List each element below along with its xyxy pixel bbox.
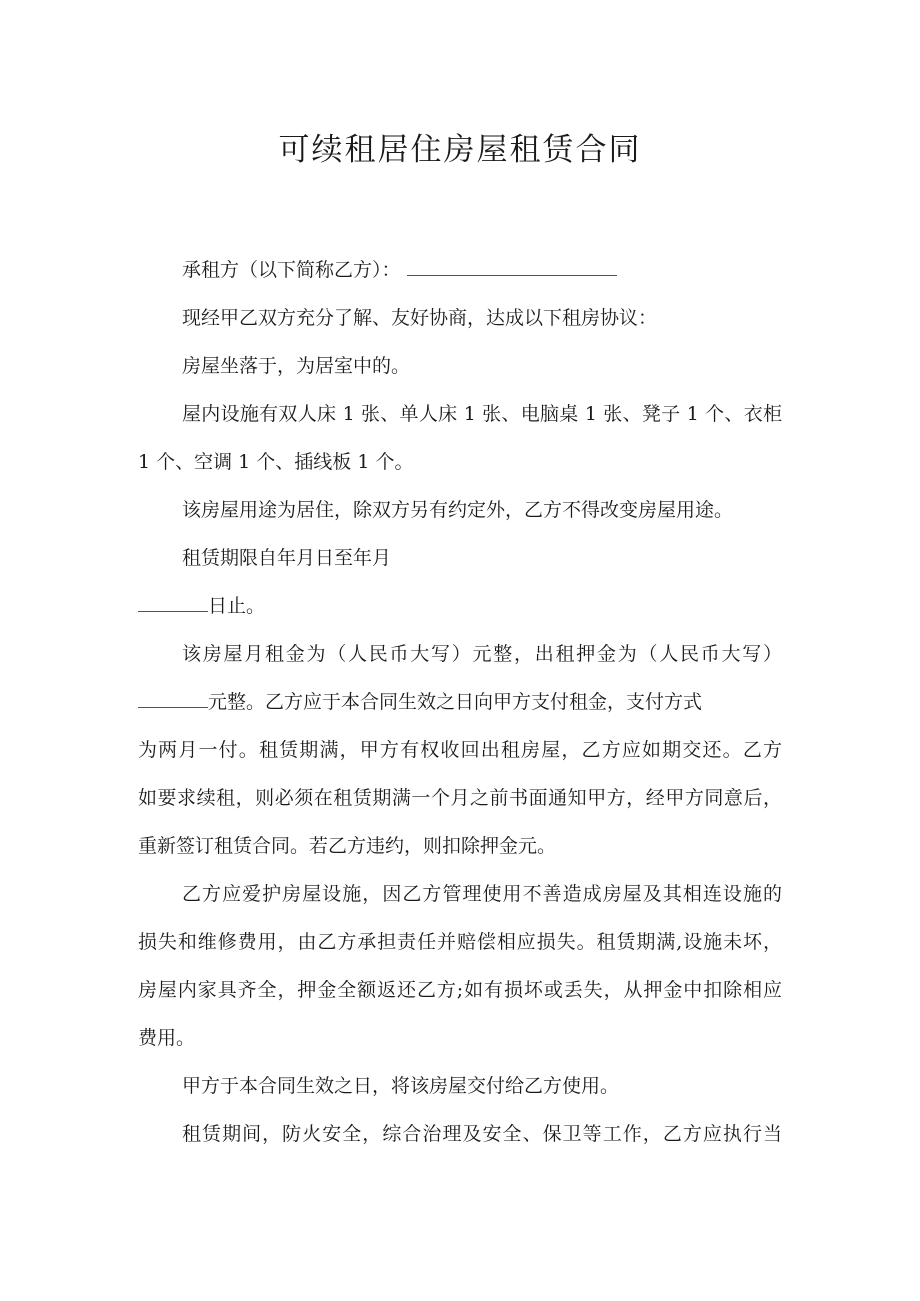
rent-line-5: 重新签订租赁合同。若乙方违约，则扣除押金元。 xyxy=(138,835,557,857)
deposit-amount-blank[interactable] xyxy=(138,690,208,708)
tenant-name-blank[interactable] xyxy=(407,258,617,276)
rent-line-3: 为两月一付。租赁期满，甲方有权收回出租房屋，乙方应如期交还。乙方 xyxy=(138,739,782,761)
safety-line-1: 租赁期间，防火安全，综合治理及安全、保卫等工作，乙方应执行当 xyxy=(182,1123,782,1145)
rent-line-2 xyxy=(138,690,702,714)
care-line-3: 房屋内家具齐全，押金全额返还乙方;如有损坏或丢失，从押金中扣除相应 xyxy=(138,979,782,1001)
care-line-1: 乙方应爱护房屋设施，因乙方管理使用不善造成房屋及其相连设施的 xyxy=(182,883,782,905)
handover-clause: 甲方于本合同生效之日，将该房屋交付给乙方使用。 xyxy=(182,1075,620,1097)
tenant-line xyxy=(182,258,617,282)
rent-line-4: 如要求续租，则必须在租赁期满一个月之前书面通知甲方，经甲方同意后， xyxy=(138,787,782,809)
document-title: 可续租居住房屋租赁合同 xyxy=(278,132,642,168)
agreement-intro: 现经甲乙双方充分了解、友好协商，达成以下租房协议： xyxy=(182,307,658,329)
lease-term-end: 日止。 xyxy=(208,595,266,617)
rent-line-1: 该房屋月租金为（人民币大写）元整，出租押金为（人民币大写） xyxy=(182,643,782,665)
facilities-line-2: 1 个、空调 1 个、插线板 1 个。 xyxy=(138,451,414,473)
lease-term-line-2 xyxy=(138,594,265,618)
care-line-4: 费用。 xyxy=(138,1027,196,1049)
facilities-line-1: 屋内设施有双人床 1 张、单人床 1 张、电脑桌 1 张、凳子 1 个、衣柜 xyxy=(182,403,782,425)
tenant-label: 承租方（以下简称乙方）： xyxy=(182,259,401,281)
lease-term-line-1: 租赁期限自年月日至年月 xyxy=(182,547,392,569)
lease-end-day-blank[interactable] xyxy=(138,594,208,612)
property-location: 房屋坐落于，为居室中的。 xyxy=(182,355,411,377)
rent-line-2-text: 元整。乙方应于本合同生效之日向甲方支付租金，支付方式 xyxy=(208,691,703,713)
usage-clause: 该房屋用途为居住，除双方另有约定外，乙方不得改变房屋用途。 xyxy=(182,499,734,521)
care-line-2: 损失和维修费用，由乙方承担责任并赔偿相应损失。租赁期满,设施未坏， xyxy=(138,931,782,953)
